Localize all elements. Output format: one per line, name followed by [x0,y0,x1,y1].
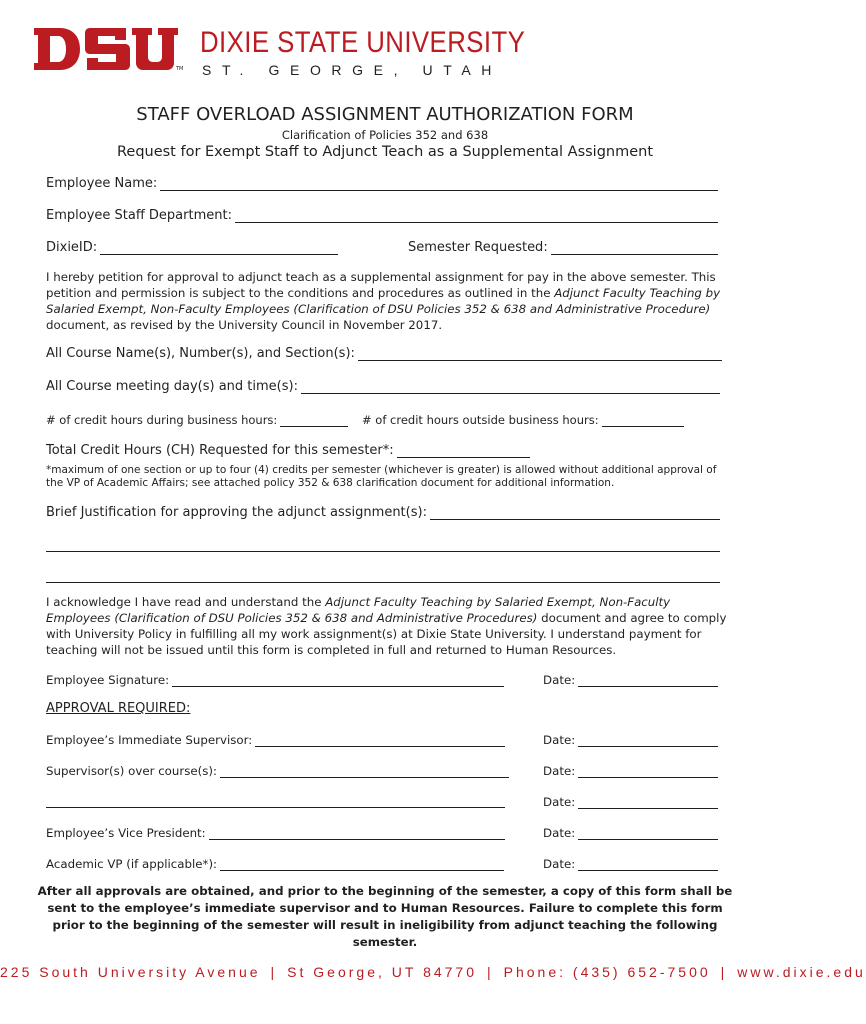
course-supervisor-row [46,764,509,778]
course-times-label: All Course meeting day(s) and time(s): [46,379,298,394]
extra-supervisor-row [46,795,505,808]
vp-row [46,826,505,840]
course-supervisor-date-row [543,764,718,778]
course-names-row [46,346,722,361]
credit-business-label: # of credit hours during business hours: [46,413,278,427]
employee-signature-label: Employee Signature: [46,673,170,687]
academic-vp-date-row [543,857,718,871]
justification-field-3[interactable] [46,570,720,583]
academic-vp-label: Academic VP (if applicable*): [46,857,218,871]
form-subtitle: Request for Exempt Staff to Adjunct Teach as a Supplemental Assignment [116,144,654,160]
vp-signature-field[interactable] [209,827,505,840]
footer-separator: | [487,964,494,980]
university-location: ST. GEORGE, UTAH [202,62,503,78]
ack-text-1: I acknowledge I have read and understand the [46,595,326,609]
petition-text-1: I hereby petition for approval to adjunct teach as a supplemental assignment for pay in the above semester. This petition and permission is subject to the conditions and procedures as outlined in the [46,270,716,300]
supervisor-date-row [543,733,718,747]
max-credit-note: *maximum of one section or up to four (4) credits per semester (whichever is greater) is allowed without additional approval of the VP of Academic Affairs; see attached policy 352 & 638 clarification document for additional information. [46,464,717,489]
vp-date-field[interactable] [578,827,718,840]
extra-supervisor-date-field[interactable] [578,796,718,809]
dixie-id-row [46,240,338,255]
semester-row [408,240,718,255]
credit-business-field[interactable] [280,414,348,427]
department-label: Employee Staff Department: [46,208,232,223]
credit-outside-label: # of credit hours outside business hours: [362,413,599,427]
petition-text-2: document, as revised by the University Council in November 2017. [46,318,443,332]
supervisor-date-field[interactable] [578,734,718,747]
employee-name-field[interactable] [160,178,718,191]
total-ch-field[interactable] [397,445,530,458]
extra-supervisor-date-row [543,795,718,809]
ack-text-2: document and agree to comply with University Policy in fulfilling all my work assignment(s) at Dixie State University. I understand payment for teaching will not be issued until this form is completed in full and returned to Human Resources. [46,611,727,657]
employee-name-row [46,176,718,191]
dsu-logo [32,22,182,76]
employee-signature-row [46,673,504,687]
footer [0,964,866,980]
employee-date-field[interactable] [578,674,718,687]
petition-paragraph [46,269,736,333]
vp-date-row [543,826,718,840]
justification-line-3 [46,570,720,583]
date-label: Date: [543,826,576,840]
footer-address: 225 South University Avenue [0,964,261,980]
dixie-id-label: DixieID: [46,240,98,255]
department-row [46,208,718,223]
vp-label: Employee’s Vice President: [46,826,206,840]
course-supervisor-label: Supervisor(s) over course(s): [46,764,217,778]
academic-vp-signature-field[interactable] [220,858,504,871]
date-label: Date: [543,764,576,778]
employee-signature-field[interactable] [172,674,504,687]
form-title: STAFF OVERLOAD ASSIGNMENT AUTHORIZATION FORM [136,104,634,125]
footer-phone: Phone: (435) 652-7500 [503,964,711,980]
course-supervisor-signature-field[interactable] [220,765,509,778]
credit-business-row [46,413,348,427]
credit-outside-row [362,413,684,427]
supervisor-label: Employee’s Immediate Supervisor: [46,733,253,747]
supervisor-signature-field[interactable] [255,734,505,747]
form-clarification: Clarification of Policies 352 and 638 [281,128,489,142]
footer-separator: | [720,964,728,980]
course-supervisor-date-field[interactable] [578,765,718,778]
academic-vp-date-field[interactable] [578,858,718,871]
footer-separator: | [270,964,278,980]
date-label: Date: [543,673,576,687]
course-times-field[interactable] [301,381,720,394]
footer-website[interactable]: www.dixie.edu [737,964,866,980]
semester-field[interactable] [551,242,718,255]
acknowledgement-paragraph [46,594,736,658]
employee-name-label: Employee Name: [46,176,158,191]
total-ch-label: Total Credit Hours (CH) Requested for this semester*: [46,443,394,458]
course-names-field[interactable] [358,348,722,361]
course-names-label: All Course Name(s), Number(s), and Section(s): [46,346,355,361]
academic-vp-row [46,857,504,871]
petition-policy-title: Adjunct Faculty Teaching by Salaried Exempt, Non-Faculty Employees (Clarification of DSU Policies 352 & 638 and Administrative Procedure) [46,286,721,316]
justification-line-2 [46,539,720,552]
total-ch-row [46,443,530,458]
footer-city: St George, UT 84770 [287,964,477,980]
date-label: Date: [543,733,576,747]
justification-label: Brief Justification for approving the adjunct assignment(s): [46,505,427,520]
university-name: DIXIE STATE UNIVERSITY [200,26,526,59]
employee-date-row [543,673,718,687]
extra-supervisor-signature-field[interactable] [46,795,505,808]
dixie-id-field[interactable] [100,242,338,255]
justification-field[interactable] [430,507,720,520]
semester-label: Semester Requested: [408,240,548,255]
course-times-row [46,379,720,394]
credit-outside-field[interactable] [602,414,684,427]
supervisor-row [46,733,505,747]
department-field[interactable] [235,210,718,223]
justification-field-2[interactable] [46,539,720,552]
date-label: Date: [543,857,576,871]
approval-heading: APPROVAL REQUIRED: [46,701,191,716]
justification-row [46,505,720,520]
final-notice: After all approvals are obtained, and prior to the beginning of the semester, a copy of this form shall be sent to the employee’s immediate supervisor and to Human Resources. Failure to complete this form prior to the beginning of the semester will result in ineligibility from adjunct teaching the following semester. [37,884,733,949]
trademark-mark: TM [176,66,184,72]
ack-policy-title: Adjunct Faculty Teaching by Salaried Exempt, Non-Faculty Employees (Clarification of DSU Policies 352 & 638 and Administrative Procedures) [46,595,671,625]
date-label: Date: [543,795,576,809]
